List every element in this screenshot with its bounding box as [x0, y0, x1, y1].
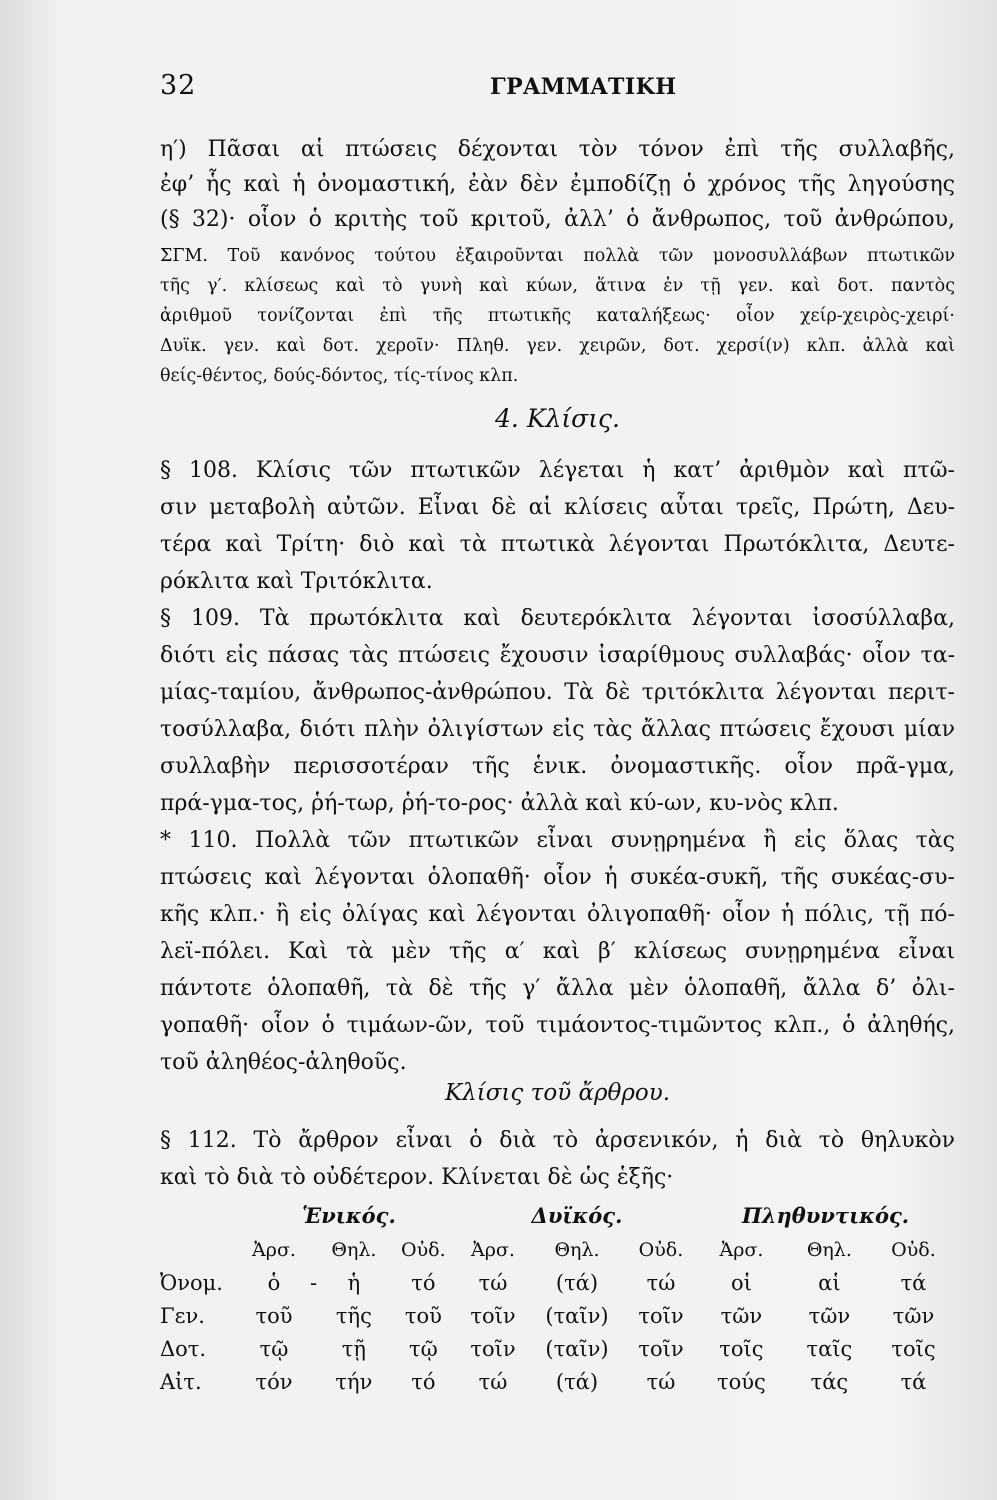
article-heading: Κλίσις τοῦ ἄρθρου. [444, 1080, 671, 1106]
text-line: § 112. Τὸ ἄρθρον εἶναι ὁ διὰ τὸ ἀρσενικόν, ἡ διὰ τὸ θηλυκὸν [160, 1128, 955, 1153]
text-line: γοπαθῆ· οἷον ὁ τιμάων-ῶν, τοῦ τιμάοντος-τιμῶντος κλπ., ὁ ἀληθής, [160, 1013, 955, 1038]
gender-label: Θηλ. [331, 1238, 377, 1261]
table-cell: τοῖς [719, 1336, 764, 1361]
table-row [160, 1299, 955, 1332]
table-cell: τῇ [341, 1336, 366, 1361]
note-line: θείς-θέντος, δούς-δόντος, τίς-τίνος κλπ. [160, 366, 519, 386]
table-cell: τοῖν [470, 1303, 516, 1328]
table-cell: (ταῖν) [545, 1303, 609, 1328]
table-cell: τῶν [720, 1303, 763, 1328]
table-cell: τόν [255, 1369, 293, 1394]
table-cell: τῶν [892, 1303, 935, 1328]
group-singular: Ἑνικός. [302, 1202, 396, 1228]
running-title: ΓΡΑΜΜΑΤΙΚΗ [490, 74, 677, 100]
text-line: πάντοτε ὁλοπαθῆ, τὰ δὲ τῆς γ′ ἄλλα μὲν ὁλοπαθῆ, ἄλλα δ’ ὀλι- [160, 976, 955, 1001]
group-dual: Δυϊκός. [531, 1202, 623, 1228]
gender-label: Οὐδ. [401, 1238, 446, 1261]
table-row [160, 1266, 955, 1299]
paragraph-109 [160, 600, 955, 822]
text-line: κῆς κλπ.· ἢ εἰς ὀλίγας καὶ λέγονται ὀλιγοπαθῆ· οἷον ἡ πόλις, τῇ πό- [160, 902, 955, 927]
table-cell: ἡ [347, 1270, 361, 1295]
text-line: πτώσεις καὶ λέγονται ὁλοπαθῆ· οἷον ἡ συκέα-συκῆ, τῆς συκέας-συ- [160, 865, 955, 890]
case-label: Ὀνομ. [160, 1270, 223, 1295]
table-cell: - [309, 1270, 318, 1295]
gender-label: Θηλ. [554, 1238, 600, 1261]
number-group-row [160, 1197, 955, 1233]
table-cell: τώ [646, 1270, 676, 1295]
table-cell: τό [411, 1270, 436, 1295]
page-number: 32 [160, 70, 197, 101]
table-cell: τοῖν [638, 1303, 684, 1328]
gender-label: Ἀρσ. [471, 1238, 515, 1261]
text-line: (§ 32)· οἷον ὁ κριτὴς τοῦ κριτοῦ, ἀλλ’ ὁ ἄνθρωπος, τοῦ ἀνθρώπου, [160, 207, 955, 232]
running-header [160, 70, 950, 110]
gender-label: Ἀρσ. [252, 1238, 296, 1261]
table-cell [308, 1365, 319, 1398]
case-label: Δοτ. [160, 1336, 207, 1361]
table-cell: τά [900, 1369, 927, 1394]
paragraph-eta [160, 132, 955, 391]
table-cell: ὁ [267, 1270, 281, 1295]
text-line: σιν μεταβολὴ αὐτῶν. Εἶναι δὲ αἱ κλίσεις αὗται τρεῖς, Πρώτη, Δευ- [160, 495, 955, 520]
text-line: τοσύλλαβα, διότι πλὴν ὀλιγίστων εἰς τὰς ἄλλας πτώσεις ἔχουσι μίαν [160, 717, 955, 742]
text-line: πρά-γμα-τος, ῥή-τωρ, ῥή-το-ρος· ἀλλὰ καὶ κύ-ων, κυ-νὸς κλπ. [160, 791, 839, 816]
case-label: Αἰτ. [160, 1369, 202, 1394]
case-label: Γεν. [160, 1303, 205, 1328]
paragraph-112 [160, 1122, 955, 1196]
table-cell: τώ [478, 1369, 508, 1394]
table-cell: τοῖν [470, 1336, 516, 1361]
gender-label: Θηλ. [806, 1238, 852, 1261]
table-cell: τῶν [808, 1303, 851, 1328]
note-line: Δυϊκ. γεν. καὶ δοτ. χεροῖν· Πληθ. γεν. χειρῶν, δοτ. χερσί(ν) κλπ. ἀλλὰ καὶ [160, 336, 955, 356]
text-line: τέρα καὶ Τρίτη· διὸ καὶ τὰ πτωτικὰ λέγονται Πρωτόκλιτα, Δευτε- [160, 532, 955, 557]
group-plural: Πληθυντικός. [741, 1202, 910, 1228]
gender-label: Οὐδ. [638, 1238, 684, 1261]
table-cell: τῷ [408, 1336, 438, 1361]
note-line: τῆς γ′. κλίσεως καὶ τὸ γυνὴ καὶ κύων, ἅτινα ἐν τῇ γεν. καὶ δοτ. παντὸς [160, 276, 955, 296]
note-syntax [160, 241, 955, 391]
table-cell: τό [411, 1369, 436, 1394]
table-cell [308, 1332, 319, 1365]
text-line: * 110. Πολλὰ τῶν πτωτικῶν εἶναι συνῃρημένα ἢ εἰς ὅλας τὰς [160, 828, 955, 853]
text-line: ρόκλιτα καὶ Τριτόκλιτα. [160, 569, 433, 594]
section-heading: 4. Κλίσις. [495, 404, 620, 433]
table-cell: τά [900, 1270, 927, 1295]
article-declension-table [160, 1197, 955, 1398]
gender-label: Ἀρσ. [719, 1238, 764, 1261]
table-row [160, 1332, 955, 1365]
table-cell [308, 1299, 319, 1332]
table-cell: (τά) [555, 1369, 599, 1394]
text-line: η′) Πᾶσαι αἱ πτώσεις δέχονται τὸν τόνον ἐπὶ τῆς συλλαβῆς, [160, 137, 955, 162]
table-row [160, 1365, 955, 1398]
note-line: ΣΓΜ. Τοῦ κανόνος τούτου ἐξαιροῦνται πολλὰ τῶν μονοσυλλάβων πτωτικῶν [160, 246, 955, 266]
text-line: § 108. Κλίσις τῶν πτωτικῶν λέγεται ἡ κατ’ ἀριθμὸν καὶ πτῶ- [160, 458, 955, 483]
table-cell: (ταῖν) [545, 1336, 609, 1361]
table-cell: τοῖν [638, 1336, 684, 1361]
table-cell: τώ [478, 1270, 508, 1295]
table-cell: τοῦ [255, 1303, 293, 1328]
table-cell: τάς [810, 1369, 849, 1394]
table-cell: τώ [646, 1369, 676, 1394]
text-line: μίας-ταμίου, ἄνθρωπος-ἀνθρώπου. Τὰ δὲ τριτόκλιτα λέγονται περιτ- [160, 680, 955, 705]
text-line: συλλαβὴν περισσοτέραν τῆς ἑνικ. ὀνομαστικῆς. οἷον πρᾶ-γμα, [160, 754, 955, 779]
table-cell: τῆς [335, 1303, 372, 1328]
table-cell: τοῖς [891, 1336, 936, 1361]
table-cell: τούς [717, 1369, 766, 1394]
text-line: λεϊ-πόλει. Καὶ τὰ μὲν τῆς α′ καὶ β′ κλίσεως συνῃρημένα εἶναι [160, 939, 955, 964]
gender-header-row [160, 1233, 955, 1266]
text-line: ἐφ’ ἧς καὶ ἡ ὀνομαστική, ἐὰν δὲν ἐμποδίζῃ ὁ χρόνος τῆς ληγούσης [160, 172, 955, 197]
gender-label: Οὐδ. [891, 1238, 936, 1261]
paragraph-108 [160, 452, 955, 600]
table-cell: οἱ [730, 1270, 752, 1295]
text-line: τοῦ ἀληθέος-ἀληθοῦς. [160, 1050, 407, 1075]
table-cell: τοῦ [404, 1303, 442, 1328]
note-line: ἀριθμοῦ τονίζονται ἐπὶ τῆς πτωτικῆς καταλήξεως· οἷον χείρ-χειρὸς-χειρί· [160, 306, 955, 326]
table-cell: τῷ [259, 1336, 289, 1361]
text-line: καὶ τὸ διὰ τὸ οὐδέτερον. Κλίνεται δὲ ὡς ἑξῆς· [160, 1165, 674, 1190]
table-cell: ταῖς [806, 1336, 853, 1361]
text-line: διότι εἰς πάσας τὰς πτώσεις ἔχουσιν ἰσαρίθμους συλλαβάς· οἷον τα- [160, 643, 955, 668]
paragraph-110 [160, 822, 955, 1081]
table-cell: (τά) [555, 1270, 599, 1295]
text-line: § 109. Τὰ πρωτόκλιτα καὶ δευτερόκλιτα λέγονται ἰσοσύλλαβα, [160, 606, 955, 631]
table-cell: αἱ [818, 1270, 841, 1295]
table-cell: τήν [335, 1369, 373, 1394]
